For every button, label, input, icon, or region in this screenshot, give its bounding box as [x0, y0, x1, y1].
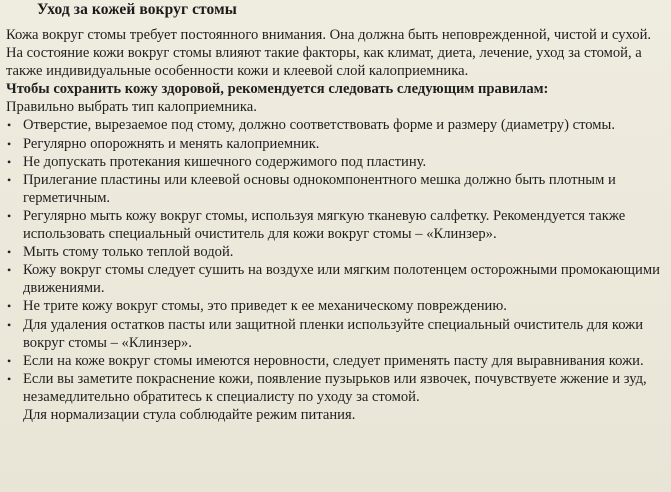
bullet-icon: •: [7, 353, 12, 368]
final-note: Для нормализации стула соблюдайте режим питания.: [23, 406, 356, 423]
list-item: [6, 352, 666, 370]
list-item-text: Кожу вокруг стомы следует сушить на воздухе или мягким полотенцем осторожными промокающими движениями.: [23, 262, 660, 297]
content-body: [6, 26, 666, 424]
first-rule: Правильно выбрать тип калоприемника.: [6, 99, 257, 116]
list-item-text: Для удаления остатков пасты или защитной пленки используйте специальный очиститель для кожи вокруг стомы – «Клинзер».: [23, 316, 644, 351]
intro-paragraph-2: На состояние кожи вокруг стомы влияют такие факторы, как климат, диета, лечение, уход за стомой, а также индивидуальные особенности кожи и клеевой слой калоприемника.: [6, 45, 642, 80]
bullet-icon: •: [7, 245, 12, 260]
list-item-text: Не допускать протекания кишечного содержимого под пластину.: [23, 153, 427, 170]
list-item-text: Отверстие, вырезаемое под стому, должно соответствовать форме и размеру (диаметру) стомы.: [23, 117, 615, 134]
list-item: [6, 316, 666, 352]
bullet-icon: •: [7, 172, 12, 187]
list-item-text: Регулярно мыть кожу вокруг стомы, используя мягкую тканевую салфетку. Рекомендуется также использовать специальный очиститель для кожи вокруг стомы – «Клинзер».: [23, 207, 626, 243]
list-item-text: Прилегание пластины или клеевой основы однокомпонентного мешка должно быть плотным и герметичным.: [23, 171, 616, 206]
list-item: [6, 116, 666, 134]
bullet-icon: •: [7, 208, 12, 223]
list-item: [6, 135, 666, 153]
rules-list: [6, 116, 666, 406]
list-item: [6, 171, 666, 207]
list-item: [6, 207, 666, 243]
list-item: [6, 261, 666, 297]
bullet-icon: •: [7, 317, 12, 332]
bullet-icon: •: [7, 371, 12, 386]
bullet-icon: •: [7, 263, 12, 278]
list-item: [6, 153, 666, 171]
bullet-icon: •: [7, 299, 12, 314]
list-item: [6, 297, 666, 315]
list-item-text: Мыть стому только теплой водой.: [23, 244, 234, 261]
bullet-icon: •: [7, 118, 12, 133]
list-item: [6, 370, 666, 406]
bullet-icon: •: [7, 136, 12, 151]
intro-paragraph-1: Кожа вокруг стомы требует постоянного внимания. Она должна быть неповрежденной, чистой и сухой.: [6, 27, 652, 43]
list-item: [6, 243, 666, 261]
list-item-text: Если вы заметите покраснение кожи, появление пузырьков или язвочек, почувствуете жжение и зуд, незамедлительно обратитесь к специалисту по уходу за стомой.: [23, 370, 647, 405]
page-title: Уход за кожей вокруг стомы: [37, 1, 237, 18]
list-item-text: Если на коже вокруг стомы имеются неровности, следует применять пасту для выравнивания кожи.: [23, 352, 644, 369]
rules-heading: Чтобы сохранить кожу здоровой, рекомендуется следовать следующим правилам:: [6, 81, 549, 98]
list-item-text: Регулярно опорожнять и менять калоприемник.: [23, 135, 320, 152]
list-item-text: Не трите кожу вокруг стомы, это приведет к ее механическому повреждению.: [23, 298, 507, 315]
bullet-icon: •: [7, 154, 12, 169]
